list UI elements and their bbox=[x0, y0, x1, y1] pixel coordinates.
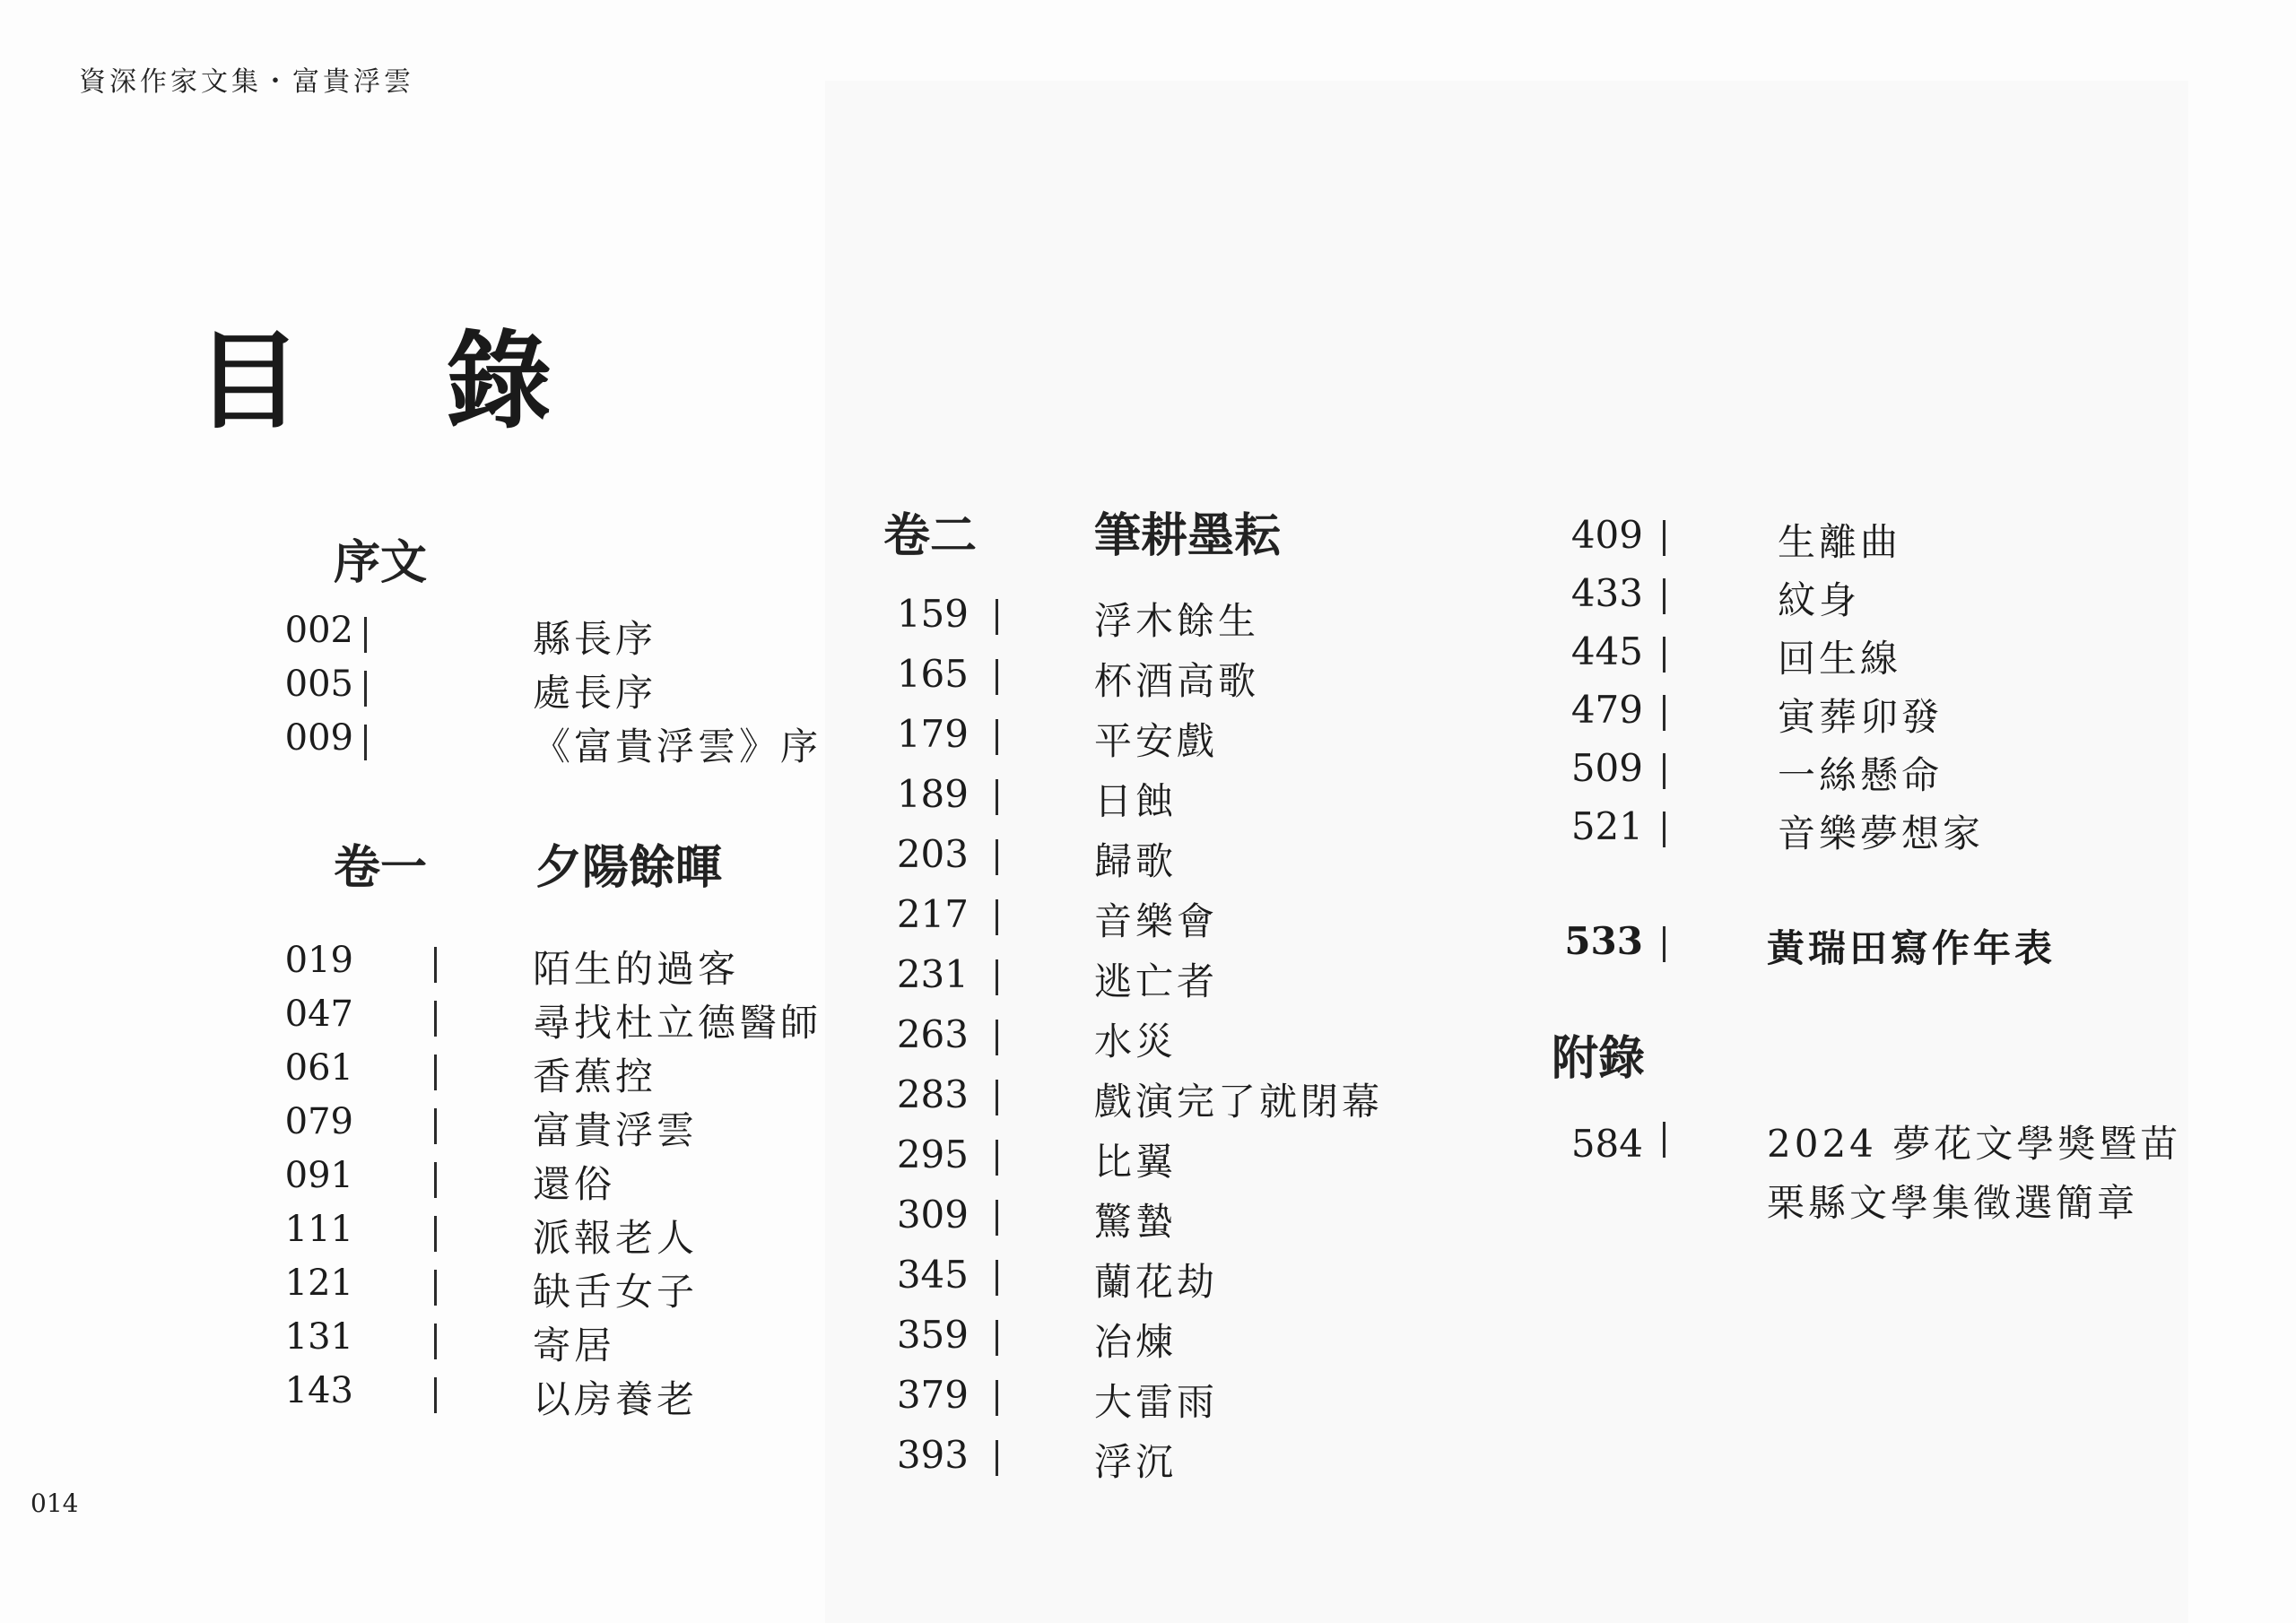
toc-page-number: 091 bbox=[284, 1155, 353, 1196]
separator-bar bbox=[434, 1216, 437, 1252]
separator-bar bbox=[1663, 812, 1665, 847]
separator-bar bbox=[996, 839, 998, 875]
toc-page-number: 521 bbox=[1570, 804, 1643, 848]
toc-title: 杯酒高歌 bbox=[1094, 659, 1260, 703]
preface-heading bbox=[334, 525, 427, 592]
toc-title: 生離曲 bbox=[1778, 520, 1902, 564]
volume2-label: 卷二 bbox=[883, 508, 978, 563]
toc-title: 派報老人 bbox=[533, 1216, 699, 1260]
toc-page-number: 143 bbox=[284, 1370, 353, 1411]
toc-page-number: 179 bbox=[896, 712, 969, 756]
toc-page-number: 295 bbox=[896, 1133, 969, 1176]
separator-bar bbox=[364, 725, 367, 760]
separator-bar bbox=[1663, 578, 1665, 614]
toc-title: 黃瑞田寫作年表 bbox=[1767, 926, 2057, 970]
toc-title: 比翼 bbox=[1094, 1140, 1178, 1184]
toc-title: 缺舌女子 bbox=[533, 1270, 699, 1314]
preface-heading-label: 序文 bbox=[334, 535, 428, 590]
volume1-heading bbox=[334, 829, 723, 897]
toc-page-number: 047 bbox=[284, 994, 353, 1035]
toc-title: 浮木餘生 bbox=[1094, 599, 1260, 643]
toc-page-number: 409 bbox=[1570, 513, 1643, 557]
toc-title: 平安戲 bbox=[1094, 719, 1219, 763]
separator-bar bbox=[434, 1324, 437, 1359]
toc-title: 水災 bbox=[1094, 1020, 1178, 1063]
toc-page-number: 165 bbox=[896, 652, 969, 696]
separator-bar bbox=[996, 779, 998, 815]
toc-title: 富貴浮雲 bbox=[533, 1108, 699, 1152]
separator-bar bbox=[1663, 637, 1665, 673]
toc-title: 處長序 bbox=[533, 671, 657, 715]
separator-bar bbox=[996, 1080, 998, 1115]
toc-title: 陌生的過客 bbox=[533, 947, 740, 991]
toc-title-line1: 2024 夢花文學獎暨苗 bbox=[1767, 1122, 2182, 1166]
toc-title: 寅葬卯發 bbox=[1778, 695, 1944, 739]
toc-page-number: 121 bbox=[284, 1263, 353, 1304]
toc-page-number: 309 bbox=[896, 1193, 969, 1237]
separator-bar bbox=[434, 1055, 437, 1090]
appendix-heading bbox=[1552, 1020, 1645, 1088]
volume1-name: 夕陽餘暉 bbox=[535, 840, 723, 895]
toc-title: 歸歌 bbox=[1094, 839, 1178, 883]
toc-page-number: 111 bbox=[284, 1209, 353, 1250]
toc-page-number: 433 bbox=[1570, 571, 1643, 615]
toc-title: 尋找杜立德醫師 bbox=[533, 1001, 822, 1045]
toc-title: 音樂會 bbox=[1094, 899, 1219, 943]
toc-title: 以房養老 bbox=[533, 1377, 699, 1421]
separator-bar bbox=[996, 1380, 998, 1416]
toc-title: 寄居 bbox=[533, 1324, 616, 1367]
toc-page-number: 189 bbox=[896, 772, 969, 816]
separator-bar bbox=[996, 1200, 998, 1236]
separator-bar bbox=[364, 617, 367, 653]
toc-title: 一絲懸命 bbox=[1778, 753, 1944, 797]
toc-page-number: 005 bbox=[284, 664, 353, 705]
toc-page-number: 584 bbox=[1570, 1122, 1643, 1166]
toc-title: 大雷雨 bbox=[1094, 1380, 1219, 1424]
separator-bar bbox=[1663, 1122, 1665, 1158]
volume2-name: 筆耕墨耘 bbox=[1094, 508, 1282, 563]
separator-bar bbox=[434, 1377, 437, 1413]
toc-title: 冶煉 bbox=[1094, 1320, 1178, 1364]
toc-title: 回生線 bbox=[1778, 637, 1902, 681]
toc-page-number: 283 bbox=[896, 1072, 969, 1116]
separator-bar bbox=[996, 599, 998, 635]
separator-bar bbox=[1663, 753, 1665, 789]
separator-bar bbox=[996, 1320, 998, 1356]
separator-bar bbox=[434, 947, 437, 983]
page-number: 014 bbox=[30, 1488, 79, 1518]
separator-bar bbox=[364, 671, 367, 707]
separator-bar bbox=[996, 899, 998, 935]
toc-page-number: 079 bbox=[284, 1101, 353, 1142]
toc-page-number: 479 bbox=[1570, 688, 1643, 732]
toc-page-number: 002 bbox=[284, 610, 353, 651]
toc-page-number: 393 bbox=[896, 1433, 969, 1477]
toc-title: 浮沉 bbox=[1094, 1440, 1178, 1484]
separator-bar bbox=[996, 1140, 998, 1176]
toc-page-number: 533 bbox=[1564, 919, 1643, 963]
separator-bar bbox=[996, 1440, 998, 1476]
toc-title: 香蕉控 bbox=[533, 1055, 657, 1098]
toc-title: 驚蟄 bbox=[1094, 1200, 1178, 1244]
separator-bar bbox=[1663, 520, 1665, 556]
toc-page-number: 061 bbox=[284, 1047, 353, 1089]
toc-title: 音樂夢想家 bbox=[1778, 812, 1985, 855]
separator-bar bbox=[434, 1162, 437, 1198]
toc-page-number: 231 bbox=[896, 952, 969, 996]
volume1-label: 卷一 bbox=[334, 840, 428, 895]
separator-bar bbox=[996, 719, 998, 755]
toc-title-line2: 栗縣文學集徵選簡章 bbox=[1767, 1181, 2139, 1225]
toc-page-number: 009 bbox=[284, 717, 353, 759]
toc-page-number: 203 bbox=[896, 832, 969, 876]
toc-page-number: 263 bbox=[896, 1012, 969, 1056]
separator-bar bbox=[434, 1001, 437, 1037]
toc-page-number: 359 bbox=[896, 1313, 969, 1357]
toc-page-number: 159 bbox=[896, 592, 969, 636]
separator-bar bbox=[434, 1270, 437, 1306]
separator-bar bbox=[996, 1260, 998, 1296]
toc-title: 逃亡者 bbox=[1094, 959, 1219, 1003]
page-title: 目 錄 bbox=[196, 318, 606, 443]
toc-page-number: 217 bbox=[896, 892, 969, 936]
toc-page-number: 379 bbox=[896, 1373, 969, 1417]
appendix-heading-label: 附錄 bbox=[1552, 1031, 1646, 1086]
toc-title: 紋身 bbox=[1778, 578, 1861, 622]
toc-title: 日蝕 bbox=[1094, 779, 1178, 823]
toc-page-number: 509 bbox=[1570, 746, 1643, 790]
separator-bar bbox=[996, 659, 998, 695]
separator-bar bbox=[434, 1108, 437, 1144]
separator-bar bbox=[1663, 695, 1665, 731]
toc-page-number: 019 bbox=[284, 940, 353, 981]
volume2-heading bbox=[883, 498, 1282, 565]
toc-title: 蘭花劫 bbox=[1094, 1260, 1219, 1304]
toc-page-number: 131 bbox=[284, 1316, 353, 1358]
toc-title: 《富貴浮雲》序 bbox=[533, 725, 822, 768]
toc-title: 戲演完了就閉幕 bbox=[1094, 1080, 1384, 1124]
toc-page-number: 345 bbox=[896, 1253, 969, 1297]
toc-page-number: 445 bbox=[1570, 629, 1643, 673]
toc-title: 還俗 bbox=[533, 1162, 616, 1206]
toc-title: 縣長序 bbox=[533, 617, 657, 661]
running-head: 資深作家文集・富貴浮雲 bbox=[79, 66, 414, 98]
separator-bar bbox=[996, 1020, 998, 1055]
separator-bar bbox=[996, 959, 998, 995]
separator-bar bbox=[1663, 926, 1665, 962]
